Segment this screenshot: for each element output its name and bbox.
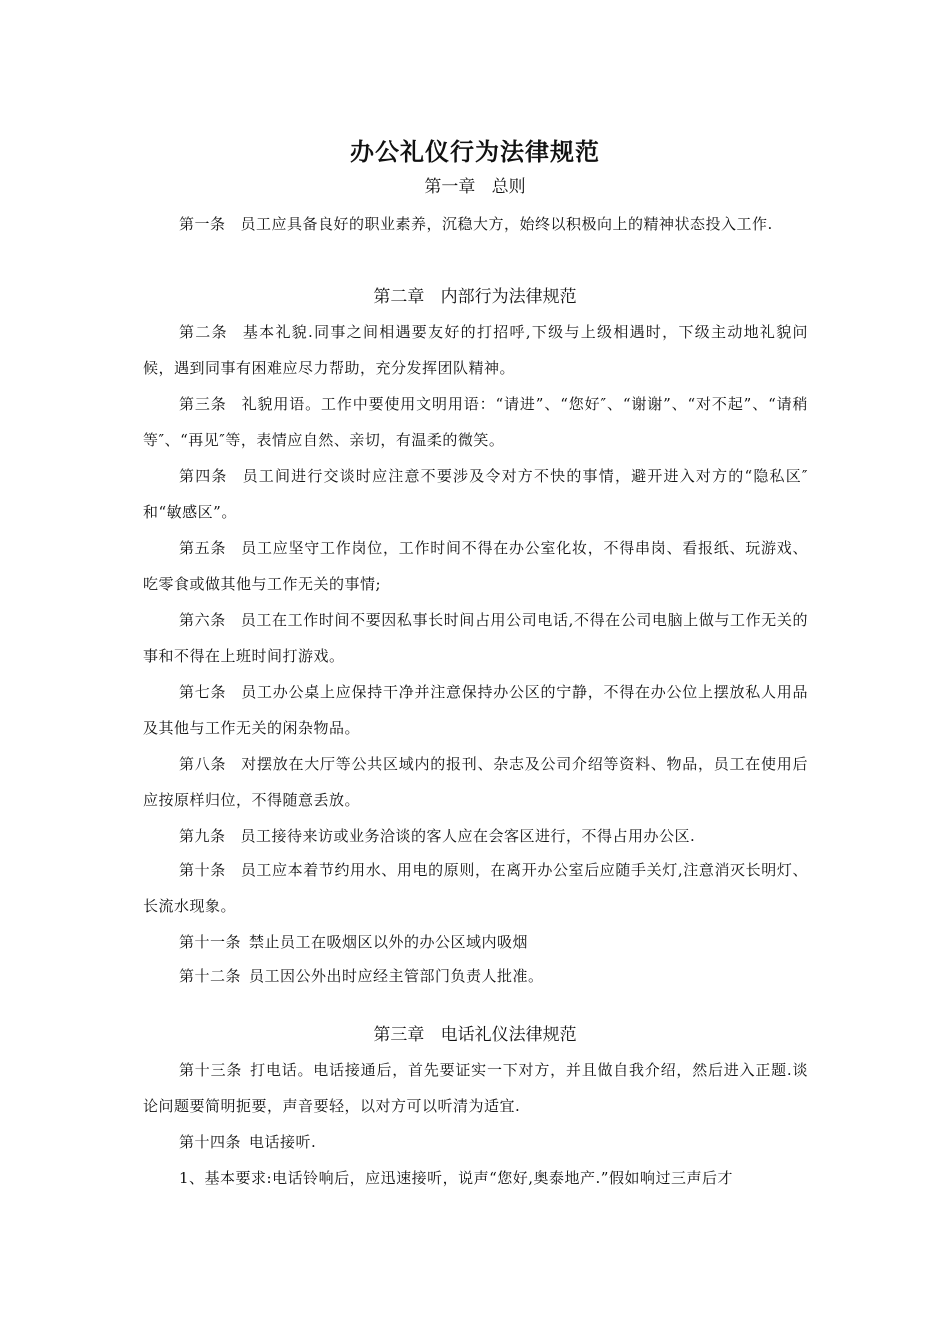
article-paragraph: [143, 458, 808, 530]
article-text: 员工应坚守工作岗位，工作时间不得在办公室化妆，不得串岗、看报纸、玩游戏、吃零食或做其他与工作无关的事情;: [143, 539, 808, 593]
article-number: 第三条: [179, 395, 227, 413]
article-paragraph: [143, 314, 808, 386]
article-text: 礼貌用语。工作中要使用文明用语：“请进”、“您好″、“谢谢”、“对不起”、“请稍等″、“再见″等，表情应自然、亲切，有温柔的微笑。: [143, 395, 808, 449]
chapter-name: 电话礼仪法律规范: [440, 1025, 577, 1045]
article-paragraph: [143, 924, 808, 960]
article-paragraph: [143, 1052, 808, 1124]
article-text: 电话接听.: [249, 1133, 317, 1151]
chapter-name: 总则: [491, 177, 526, 197]
article-number: 第十二条: [179, 967, 242, 985]
article-number: 第六条: [179, 611, 226, 629]
article-paragraph: [143, 530, 808, 602]
article-paragraph: [143, 674, 808, 746]
chapter-heading: [0, 1020, 950, 1050]
article-paragraph: [143, 958, 808, 994]
article-number: 第九条: [179, 827, 226, 845]
article-text: 禁止员工在吸烟区以外的办公区域内吸烟: [249, 933, 529, 951]
article-text: 员工办公桌上应保持干净并注意保持办公区的宁静，不得在办公位上摆放私人用品及其他与工作无关的闲杂物品。: [143, 683, 808, 737]
chapter-heading: [0, 282, 950, 312]
chapter-name: 内部行为法律规范: [440, 287, 577, 307]
article-text: 员工接待来访或业务洽谈的客人应在会客区进行，不得占用办公区.: [240, 827, 696, 845]
article-number: 第一条: [179, 215, 226, 233]
document-title: 办公礼仪行为法律规范: [350, 138, 600, 166]
article-text: 对摆放在大厅等公共区域内的报刊、杂志及公司介绍等资料、物品，员工在使用后应按原样归位，不得随意丢放。: [143, 755, 808, 809]
article-paragraph: [143, 852, 808, 924]
article-text: 打电话。电话接通后，首先要证实一下对方，并且做自我介绍，然后进入正题.谈论问题要简明扼要，声音要轻，以对方可以听清为适宜.: [143, 1061, 808, 1115]
list-item-text: 1、基本要求:电话铃响后，应迅速接听，说声“您好,奥泰地产.”假如响过三声后才: [179, 1169, 733, 1187]
chapter-label: 第一章: [424, 177, 476, 197]
article-paragraph: [143, 206, 808, 242]
article-paragraph: [143, 386, 808, 458]
article-text: 员工间进行交谈时应注意不要涉及令对方不快的事情，避开进入对方的“隐私区″和“敏感区”。: [143, 467, 808, 521]
article-number: 第十三条: [179, 1061, 243, 1079]
article-number: 第十条: [179, 861, 226, 879]
chapter-label: 第二章: [373, 287, 425, 307]
chapter-label: 第三章: [373, 1025, 425, 1045]
article-number: 第四条: [179, 467, 228, 485]
list-item-paragraph: [143, 1160, 808, 1196]
article-number: 第七条: [179, 683, 227, 701]
article-paragraph: [143, 602, 808, 674]
article-text: 员工应具备良好的职业素养，沉稳大方，始终以积极向上的精神状态投入工作.: [240, 215, 773, 233]
article-number: 第五条: [179, 539, 227, 557]
article-paragraph: [143, 818, 808, 854]
article-paragraph: [143, 746, 808, 818]
article-text: 员工应本着节约用水、用电的原则，在离开办公室后应随手关灯,注意消灭长明灯、长流水现象。: [143, 861, 808, 915]
chapter-heading: [0, 172, 950, 202]
article-paragraph: [143, 1124, 808, 1160]
article-text: 员工在工作时间不要因私事长时间占用公司电话,不得在公司电脑上做与工作无关的事和不得在上班时间打游戏。: [143, 611, 808, 665]
article-number: 第十一条: [179, 933, 242, 951]
article-text: 员工因公外出时应经主管部门负责人批准。: [249, 967, 544, 985]
article-text: 基本礼貌.同事之间相遇要友好的打招呼,下级与上级相遇时，下级主动地礼貌问候，遇到同事有困难应尽力帮助，充分发挥团队精神。: [143, 323, 808, 377]
article-number: 第十四条: [179, 1133, 242, 1151]
article-number: 第二条: [179, 323, 228, 341]
article-number: 第八条: [179, 755, 227, 773]
